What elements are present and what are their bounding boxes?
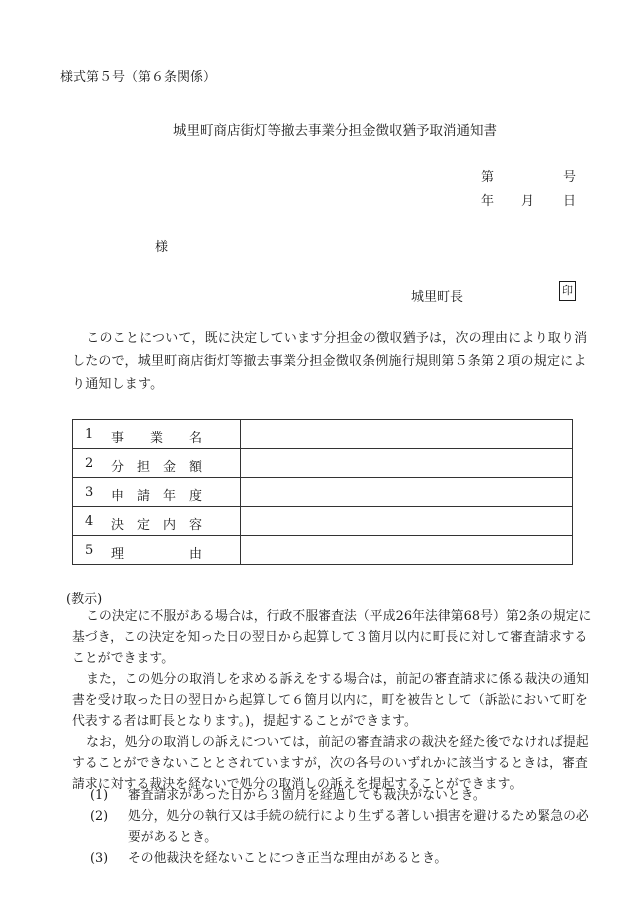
row-label-char: 名: [188, 431, 202, 446]
item-number: (2): [90, 809, 109, 824]
row-value[interactable]: [241, 507, 573, 536]
row-label: [73, 478, 241, 507]
table-row: [73, 478, 573, 507]
row-label-char: 分: [111, 460, 125, 475]
table-row: [73, 507, 573, 536]
teaching-item: [72, 806, 598, 848]
date-year: 年: [481, 194, 495, 209]
teaching-paragraph-2: また，この処分の取消しを求める訴えをする場合は，前記の審査請求に係る裁決の通知書を受け取った日の翌日から起算して６箇月以内に，町を被告として（訴訟において町を代表する者は町長となります。)，提起することができます。: [72, 672, 590, 729]
row-label: [73, 536, 241, 565]
item-text: 処分，処分の執行又は手続の続行により生ずる著しい損害を避けるため緊急の必要があるとき。: [128, 809, 589, 845]
document-title: 城里町商店街灯等撤去事業分担金徴収猶予取消通知書: [173, 123, 497, 139]
item-text: 審査請求があった日から３箇月を経過しても裁決がないとき。: [128, 788, 486, 803]
body-paragraph: [72, 327, 592, 396]
row-label-char: 内: [162, 518, 176, 533]
row-value[interactable]: [241, 478, 573, 507]
row-label-char: 申: [111, 489, 125, 504]
row-label-char: 決: [111, 518, 125, 533]
item-number: (3): [90, 851, 109, 866]
row-label-text: [111, 485, 202, 504]
teaching-item: [72, 848, 598, 869]
details-table: [72, 419, 573, 565]
row-label-char: 度: [188, 489, 202, 504]
row-value[interactable]: [241, 420, 573, 449]
row-label-char: 年: [162, 489, 176, 504]
teaching-section: [72, 606, 598, 795]
seal-mark: 印: [559, 281, 576, 301]
form-number: 様式第５号（第６条関係）: [60, 70, 217, 85]
item-text: その他裁決を経ないことにつき正当な理由があるとき。: [128, 851, 448, 866]
row-label-char: 担: [136, 460, 150, 475]
teaching-items: [72, 785, 598, 869]
row-value[interactable]: [241, 536, 573, 565]
date-day: 日: [563, 194, 577, 209]
row-number: 5: [85, 543, 94, 558]
row-label-char: 理: [111, 547, 125, 562]
teaching-paragraph-1: この決定に不服がある場合は，行政不服審査法（平成26年法律第68号）第2条の規定に基づき，この決定を知った日の翌日から起算して３箇月以内に町長に対して審査請求することができます。: [72, 609, 592, 666]
teaching-paragraph-3: なお，処分の取消しの訴えについては，前記の審査請求の裁決を経た後でなければ提起することができないこととされていますが，次の各号のいずれかに該当するときは，審査請求に対する裁決を経ないで処分の取消しの訴えを提起することができます。: [72, 735, 589, 792]
row-label-char: 業: [149, 431, 163, 446]
recipient-suffix: 様: [155, 240, 169, 255]
row-label-text: [111, 427, 202, 446]
table-row: [73, 420, 573, 449]
teaching-item: [72, 785, 598, 806]
row-label: [73, 507, 241, 536]
row-number: 1: [85, 427, 94, 442]
row-label-char: 定: [136, 518, 150, 533]
row-value[interactable]: [241, 449, 573, 478]
row-label-char: 事: [111, 431, 125, 446]
row-label-char: 額: [188, 460, 202, 475]
issuer-name: 城里町長: [411, 290, 464, 305]
date-month: 月: [521, 194, 535, 209]
row-label: [73, 449, 241, 478]
row-label-text: [111, 514, 202, 533]
row-label-char: 請: [136, 489, 150, 504]
row-label: [73, 420, 241, 449]
row-number: 3: [85, 485, 94, 500]
row-number: 4: [85, 514, 94, 529]
row-number: 2: [85, 456, 94, 471]
body-text: このことについて，既に決定しています分担金の徴収猶予は，次の理由により取り消したので，城里町商店街灯等撤去事業分担金徴収条例施行規則第５条第２項の規定により通知します。: [72, 331, 588, 392]
item-number: (1): [90, 788, 109, 803]
row-label-char: 由: [188, 547, 202, 562]
doc-number-suffix: 号: [563, 170, 577, 185]
row-label-char: 金: [162, 460, 176, 475]
row-label-text: [111, 543, 202, 562]
table-row: [73, 536, 573, 565]
row-label-text: [111, 456, 202, 475]
row-label-char: 容: [188, 518, 202, 533]
table-row: [73, 449, 573, 478]
doc-number-prefix: 第: [481, 170, 495, 185]
teaching-heading: (教示): [66, 592, 103, 607]
